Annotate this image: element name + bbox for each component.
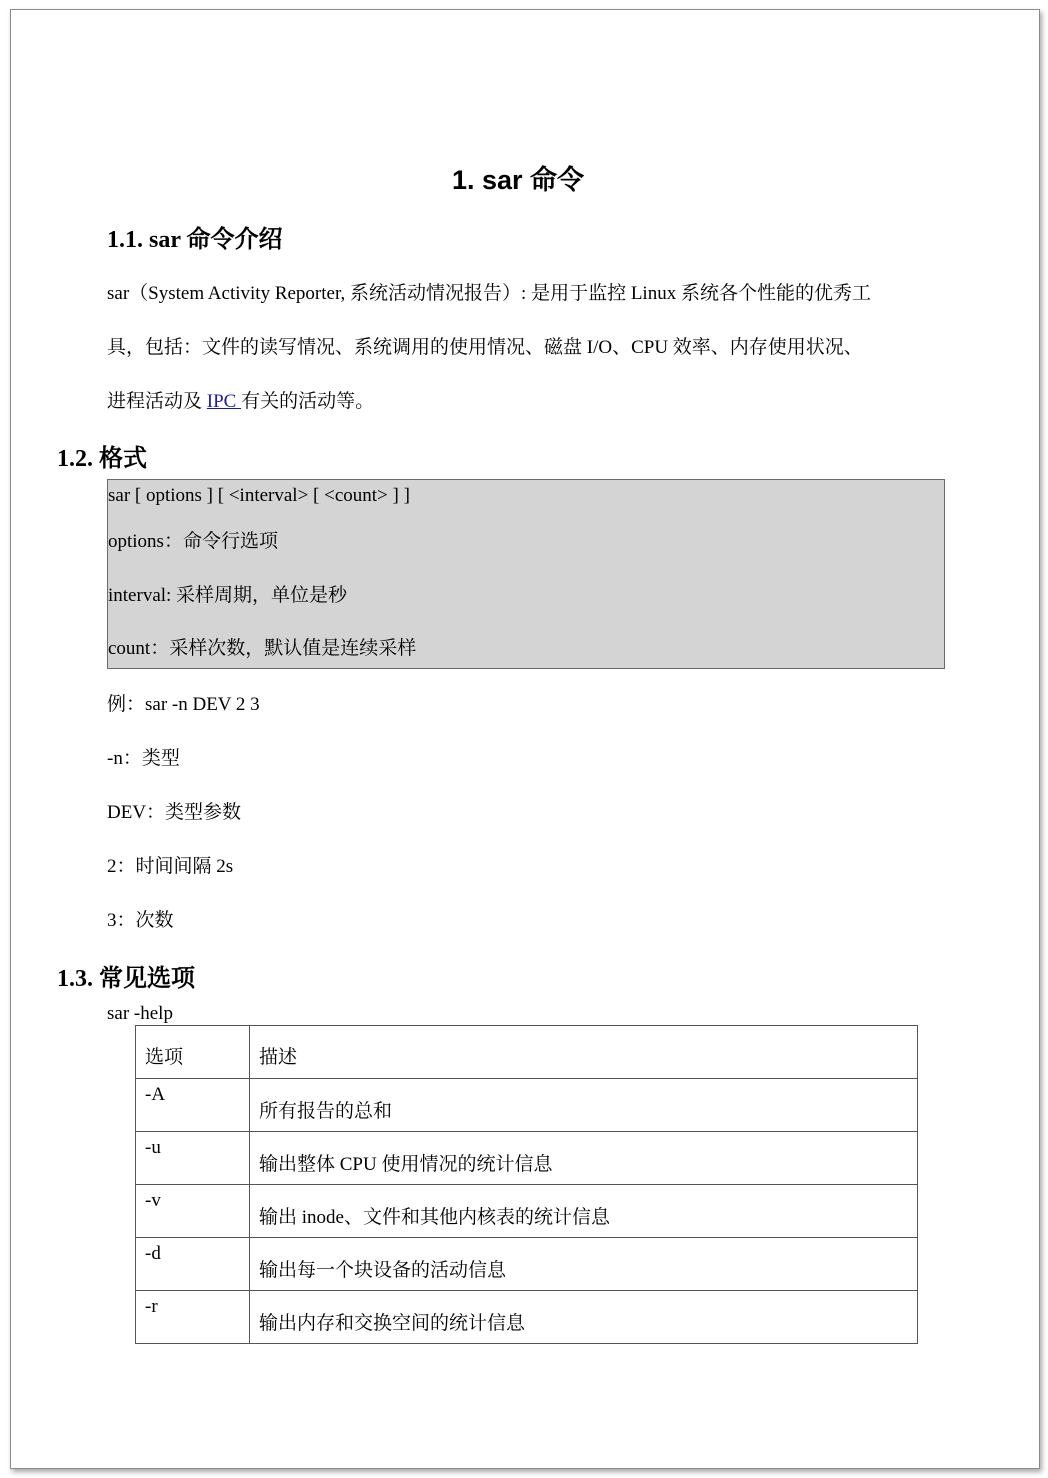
option-cell: -A [136,1079,250,1132]
page-title: 1. sar 命令 [451,165,585,195]
option-cell: -u [136,1132,250,1185]
code-line-interval: interval: 采样周期，单位是秒 [108,585,348,606]
ipc-link[interactable]: IPC [206,391,242,412]
desc-cell: 输出内存和交换空间的统计信息 [250,1291,918,1344]
table-row [136,1079,918,1132]
table-row [136,1291,918,1344]
table-row [136,1238,918,1291]
help-command: sar -help [107,1003,173,1024]
example-interval: 2：时间间隔 2s [107,856,234,877]
example-type: -n：类型 [107,748,180,769]
intro-line-3-tail: 有关的活动等。 [241,391,375,412]
example-line: 例：sar -n DEV 2 3 [107,694,260,715]
code-line-options: options：命令行选项 [108,531,278,552]
desc-cell: 输出整体 CPU 使用情况的统计信息 [250,1132,918,1185]
option-cell: -d [136,1238,250,1291]
table-header-desc: 描述 [250,1026,918,1079]
section-heading-options: 1.3. 常见选项 [57,966,195,992]
format-code-box [107,479,945,669]
desc-cell: 所有报告的总和 [250,1079,918,1132]
table-header-row [136,1026,918,1079]
option-cell: -v [136,1185,250,1238]
code-line-count: count：采样次数，默认值是连续采样 [108,638,417,659]
table-row [136,1132,918,1185]
code-line-syntax: sar [ options ] [ <interval> [ <count> ] ] [108,485,410,506]
example-param: DEV：类型参数 [107,802,242,823]
document-page [10,9,1040,1469]
intro-line-3 [107,386,374,413]
option-cell: -r [136,1291,250,1344]
example-count: 3：次数 [107,910,174,931]
desc-cell: 输出 inode、文件和其他内核表的统计信息 [250,1185,918,1238]
intro-line-2: 具，包括：文件的读写情况、系统调用的使用情况、磁盘 I/O、CPU 效率、内存使用状况、 [107,337,863,358]
table-row [136,1185,918,1238]
intro-line-3-text: 进程活动及 [107,391,207,412]
desc-cell: 输出每一个块设备的活动信息 [250,1238,918,1291]
section-heading-format: 1.2. 格式 [57,446,147,472]
table-header-option: 选项 [136,1026,250,1079]
intro-line-1: sar（System Activity Reporter, 系统活动情况报告）: 是用于监控 Linux 系统各个性能的优秀工 [107,283,871,304]
section-heading-intro: 1.1. sar 命令介绍 [107,227,283,253]
options-table [135,1025,918,1344]
